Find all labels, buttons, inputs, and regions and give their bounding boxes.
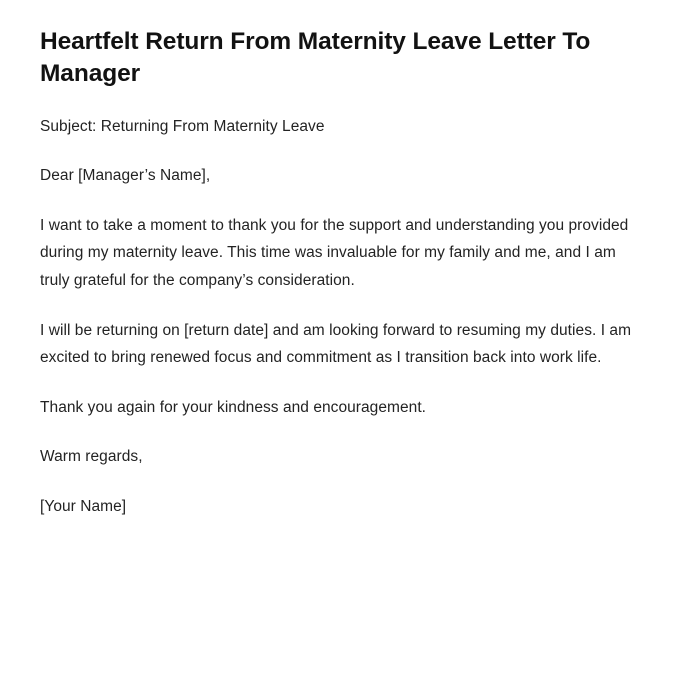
letter-body-paragraph: Thank you again for your kindness and encouragement. <box>40 398 427 416</box>
letter-body-paragraph: I will be returning on [return date] and am looking forward to resuming my duties. I am excited to bring renewed focus and commitment as I transition back into work life. <box>40 321 632 367</box>
letter-subject-line: Subject: Returning From Maternity Leave <box>40 117 325 135</box>
letter-salutation: Dear [Manager’s Name], <box>40 167 211 185</box>
letter-body-paragraph: I want to take a moment to thank you for the support and understanding you provided during my maternity leave. This time was invaluable for my family and me, and I am truly grateful for the company’s consideration. <box>40 216 629 289</box>
page-title: Heartfelt Return From Maternity Leave Letter To Manager <box>40 28 591 88</box>
letter-signature: [Your Name] <box>40 497 127 515</box>
letter-closing: Warm regards, <box>40 448 143 466</box>
